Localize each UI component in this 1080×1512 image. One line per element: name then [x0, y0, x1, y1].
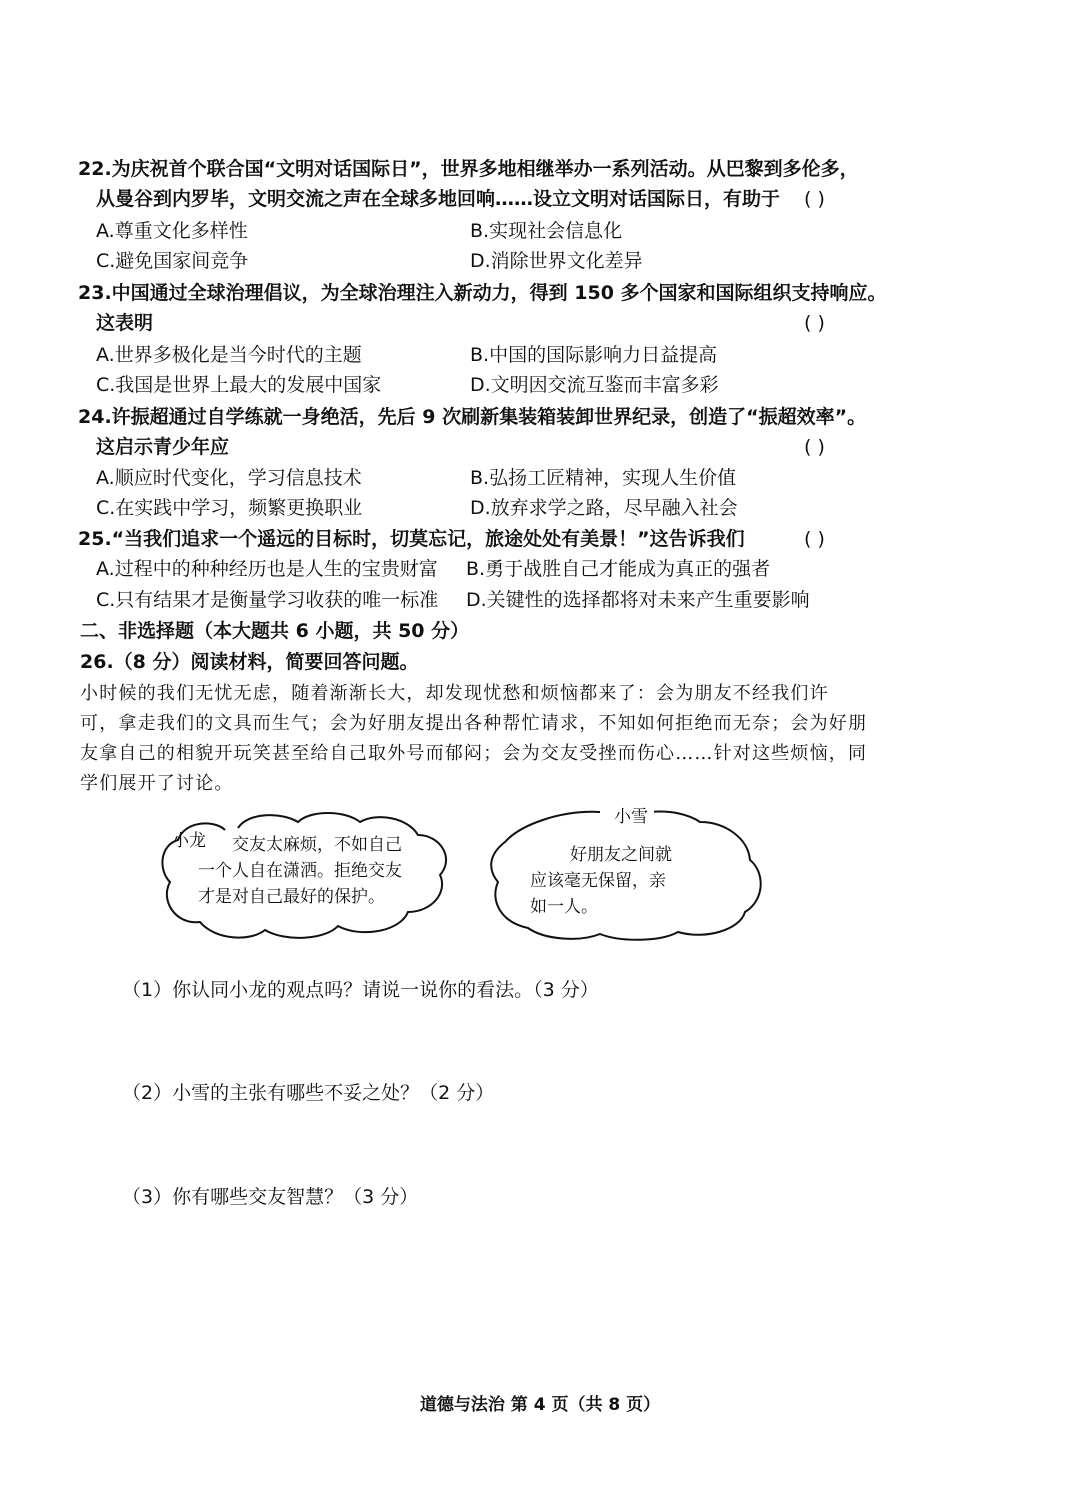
q26-subquestion-1: （1）你认同小龙的观点吗？请说一说你的看法。（3 分）	[122, 979, 599, 1001]
left-bubble-line3: 才是对自己最好的保护。	[198, 887, 385, 907]
q22-option-b: B.实现社会信息化	[470, 220, 623, 242]
q22-option-a: A.尊重文化多样性	[96, 220, 248, 242]
q23-option-a: A.世界多极化是当今时代的主题	[96, 344, 362, 366]
q26-subquestion-3: （3）你有哪些交友智慧？（3 分）	[122, 1186, 419, 1208]
q23-option-b: B.中国的国际影响力日益提高	[470, 344, 718, 366]
q22-option-c: C.避免国家间竞争	[96, 250, 249, 272]
q24-option-d: D.放弃求学之路，尽早融入社会	[470, 497, 738, 519]
q22-stem-line2: 从曼谷到内罗毕，文明交流之声在全球多地回响……设立文明对话国际日，有助于	[96, 188, 781, 210]
q25-option-b: B.勇于战胜自己才能成为真正的强者	[466, 558, 771, 580]
left-bubble-line1: 交友太麻烦，不如自己	[232, 835, 402, 855]
q25-answer-paren: ( )	[804, 528, 825, 550]
q26-title: 26.（8 分）阅读材料，简要回答问题。	[80, 651, 419, 673]
right-bubble-line3: 如一人。	[530, 897, 598, 917]
q26-material-line3: 友拿自己的相貌开玩笑甚至给自己取外号而郁闷；会为交友受挫而伤心……针对这些烦恼，同	[80, 743, 868, 764]
q26-material-line1: 小时候的我们无忧无虑，随着渐渐长大，却发现忧愁和烦恼都来了：会为朋友不经我们许	[80, 683, 829, 704]
q23-option-c: C.我国是世界上最大的发展中国家	[96, 374, 382, 396]
page-footer: 道德与法治 第 4 页（共 8 页）	[419, 1395, 661, 1415]
q26-material-line2: 可，拿走我们的文具而生气；会为好朋友提出各种帮忙请求，不知如何拒绝而无奈；会为好朋	[80, 713, 868, 734]
q22-stem-line1: 22.为庆祝首个联合国“文明对话国际日”，世界多地相继举办一系列活动。从巴黎到多伦多，	[78, 158, 859, 180]
q24-option-a: A.顺应时代变化，学习信息技术	[96, 467, 362, 489]
left-bubble-line2: 一个人自在潇洒。拒绝交友	[198, 861, 402, 881]
q22-answer-paren: ( )	[804, 188, 825, 210]
q25-stem-line1: 25.“当我们追求一个遥远的目标时，切莫忘记，旅途处处有美景！”这告诉我们	[78, 528, 745, 550]
q23-option-d: D.文明因交流互鉴而丰富多彩	[470, 374, 719, 396]
q22-option-d: D.消除世界文化差异	[470, 250, 643, 272]
q23-answer-paren: ( )	[804, 312, 825, 334]
q24-stem-line2: 这启示青少年应	[96, 436, 230, 458]
right-bubble-line1: 好朋友之间就	[570, 845, 672, 865]
right-bubble-line2: 应该毫无保留，亲	[530, 871, 666, 891]
left-speaker-name: 小龙	[172, 831, 206, 851]
q24-stem-line1: 24.许振超通过自学练就一身绝活，先后 9 次刷新集装箱装卸世界纪录，创造了“振超效率”。	[78, 406, 867, 428]
q25-option-d: D.关键性的选择都将对未来产生重要影响	[466, 589, 810, 611]
q24-option-b: B.弘扬工匠精神，实现人生价值	[470, 467, 737, 489]
q25-option-c: C.只有结果才是衡量学习收获的唯一标准	[96, 589, 439, 611]
q24-option-c: C.在实践中学习，频繁更换职业	[96, 497, 363, 519]
q23-stem-line2: 这表明	[96, 312, 154, 334]
q23-stem-line1: 23.中国通过全球治理倡议，为全球治理注入新动力，得到 150 多个国家和国际组织支持响应。	[78, 282, 887, 304]
q26-subquestion-2: （2）小雪的主张有哪些不妥之处？（2 分）	[122, 1082, 495, 1104]
section-title: 二、非选择题（本大题共 6 小题，共 50 分）	[80, 620, 470, 642]
q26-material-line4: 学们展开了讨论。	[80, 773, 234, 794]
q25-option-a: A.过程中的种种经历也是人生的宝贵财富	[96, 558, 438, 580]
q24-answer-paren: ( )	[804, 436, 825, 458]
right-speaker-name: 小雪	[608, 804, 654, 830]
